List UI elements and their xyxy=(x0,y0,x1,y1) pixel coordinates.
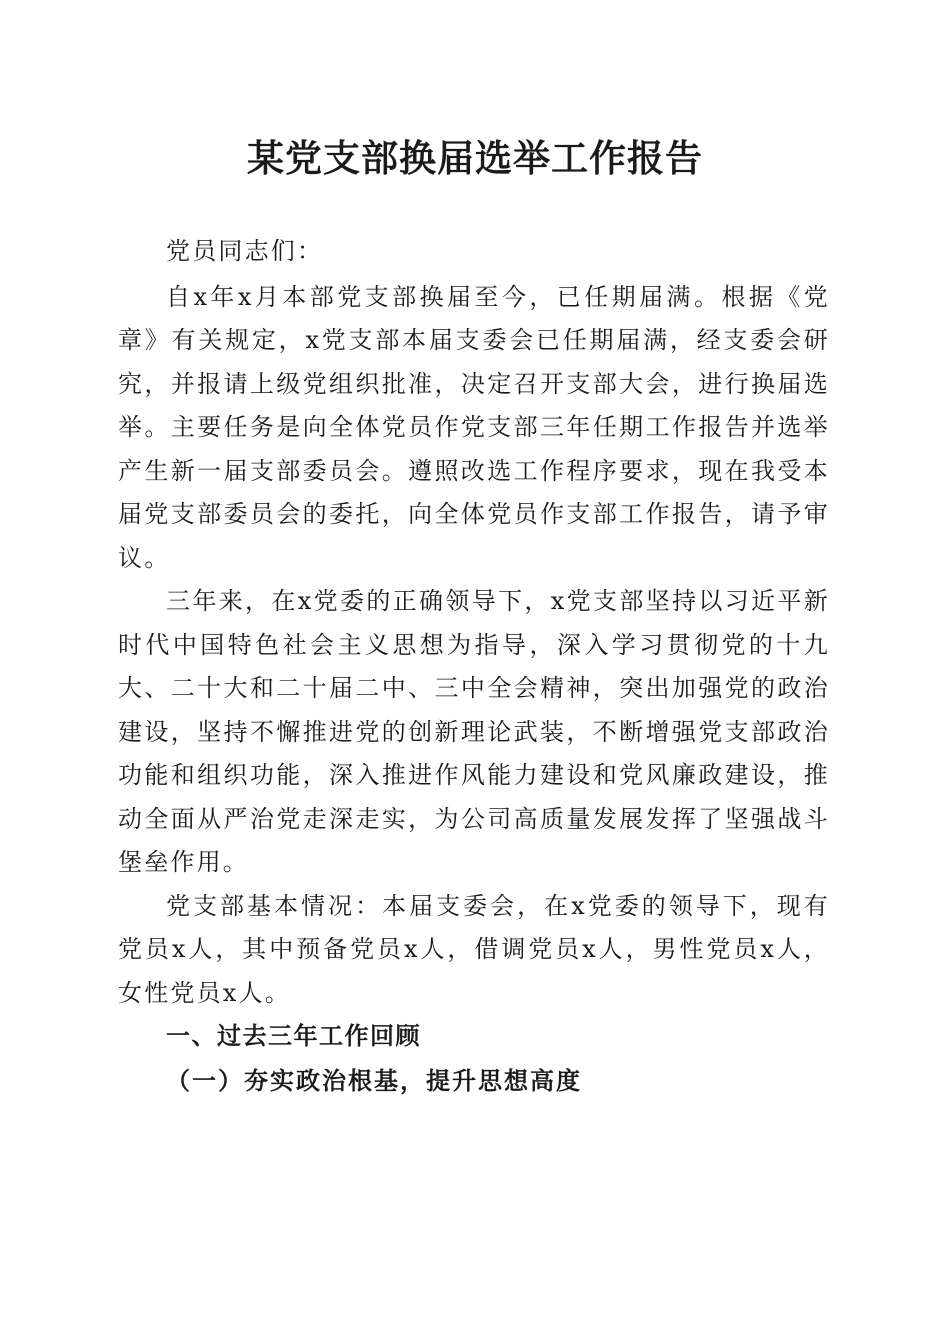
subsection-heading: （一）夯实政治根基，提升思想高度 xyxy=(166,1065,582,1095)
paragraph-overview: 三年来，在x党委的正确领导下，x党支部坚持以习近平新时代中国特色社会主义思想为指导，深入学习贯彻党的十九大、二十大和二十届二中、三中全会精神，突出加强党的政治建设，坚持不懈推进党的创新理论武装，不断增强党支部政治功能和组织功能，深入推进作风能力建设和党风廉政建设，推动全面从严治党走深走实，为公司高质量发展发挥了坚强战斗堡垒作用。 xyxy=(118,587,830,876)
salutation: 党员同志们： xyxy=(166,237,324,265)
section-heading: 一、过去三年工作回顾 xyxy=(166,1022,421,1050)
document-body xyxy=(118,230,830,1102)
document-title: 某党支部换届选举工作报告 xyxy=(247,136,703,180)
paragraph-basic-info: 党支部基本情况：本届支委会，在x党委的领导下，现有党员x人，其中预备党员x人，借调党员x人，男性党员x人，女性党员x人。 xyxy=(118,891,830,1007)
paragraph-intro: 自x年x月本部党支部换届至今，已任期届满。根据《党章》有关规定，x党支部本届支委会已任期届满，经支委会研究，并报请上级党组织批准，决定召开支部大会，进行换届选举。主要任务是向全体党员作党支部三年任期工作报告并选举产生新一届支部委员会。遵照改选工作程序要求，现在我受本届党支部委员会的委托，向全体党员作支部工作报告，请予审议。 xyxy=(118,282,830,572)
